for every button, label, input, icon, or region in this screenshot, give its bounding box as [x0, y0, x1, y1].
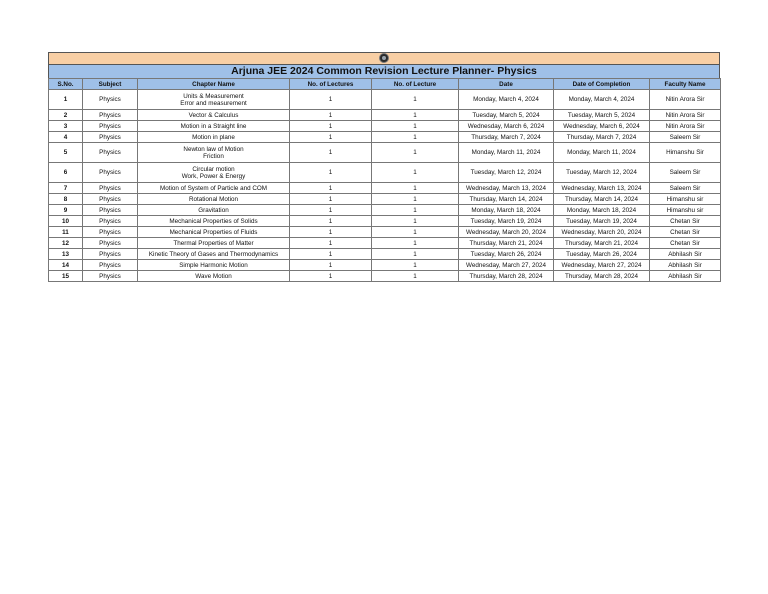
lecture-table [48, 78, 721, 282]
cell-sno: 8 [49, 194, 83, 205]
chapter-line: Work, Power & Energy [181, 172, 246, 180]
cell-date: Wednesday, March 20, 2024 [459, 227, 554, 238]
cell-date: Monday, March 11, 2024 [459, 143, 554, 163]
cell-faculty: Abhilash Sir [650, 260, 721, 271]
cell-lectures: 1 [290, 216, 372, 227]
chapter-line: Mechanical Properties of Fluids [169, 228, 258, 236]
cell-subject: Physics [83, 132, 138, 143]
cell-lectures: 1 [290, 163, 372, 183]
cell-lectures: 1 [290, 90, 372, 110]
cell-chapter [138, 249, 290, 260]
cell-lectures: 1 [290, 205, 372, 216]
table-row [49, 227, 721, 238]
cell-completion: Thursday, March 14, 2024 [554, 194, 650, 205]
cell-completion: Monday, March 18, 2024 [554, 205, 650, 216]
chapter-line: Gravitation [198, 206, 229, 214]
table-row [49, 249, 721, 260]
chapter-line: Motion in a Straight line [180, 122, 247, 130]
chapter-line: Wave Motion [195, 272, 232, 280]
table-row [49, 90, 721, 110]
cell-chapter [138, 132, 290, 143]
cell-sno: 15 [49, 271, 83, 282]
cell-faculty: Nitin Arora Sir [650, 90, 721, 110]
cell-sno: 1 [49, 90, 83, 110]
cell-sno: 6 [49, 163, 83, 183]
col-header-lecture: No. of Lecture [372, 79, 459, 90]
cell-date: Thursday, March 14, 2024 [459, 194, 554, 205]
cell-completion: Monday, March 4, 2024 [554, 90, 650, 110]
cell-lecture: 1 [372, 260, 459, 271]
cell-faculty: Chetan Sir [650, 216, 721, 227]
cell-lecture: 1 [372, 132, 459, 143]
col-header-lectures: No. of Lectures [290, 79, 372, 90]
table-row [49, 205, 721, 216]
cell-completion: Monday, March 11, 2024 [554, 143, 650, 163]
table-row [49, 183, 721, 194]
cell-subject: Physics [83, 205, 138, 216]
cell-completion: Tuesday, March 12, 2024 [554, 163, 650, 183]
table-row [49, 132, 721, 143]
cell-faculty: Himanshu sir [650, 194, 721, 205]
cell-completion: Tuesday, March 26, 2024 [554, 249, 650, 260]
cell-date: Tuesday, March 19, 2024 [459, 216, 554, 227]
cell-chapter [138, 205, 290, 216]
table-row [49, 163, 721, 183]
chapter-line: Thermal Properties of Matter [173, 239, 254, 247]
cell-subject: Physics [83, 121, 138, 132]
cell-sno: 14 [49, 260, 83, 271]
cell-subject: Physics [83, 183, 138, 194]
cell-lecture: 1 [372, 143, 459, 163]
cell-date: Thursday, March 21, 2024 [459, 238, 554, 249]
table-row [49, 216, 721, 227]
cell-sno: 4 [49, 132, 83, 143]
cell-completion: Wednesday, March 6, 2024 [554, 121, 650, 132]
table-row [49, 110, 721, 121]
cell-chapter [138, 227, 290, 238]
header-row [49, 79, 721, 90]
cell-lectures: 1 [290, 132, 372, 143]
table-row [49, 143, 721, 163]
cell-chapter [138, 143, 290, 163]
cell-date: Tuesday, March 5, 2024 [459, 110, 554, 121]
cell-date: Monday, March 18, 2024 [459, 205, 554, 216]
cell-lecture: 1 [372, 216, 459, 227]
cell-faculty: Abhilash Sir [650, 249, 721, 260]
col-header-completion: Date of Completion [554, 79, 650, 90]
cell-lecture: 1 [372, 90, 459, 110]
cell-chapter [138, 121, 290, 132]
cell-chapter [138, 110, 290, 121]
cell-lecture: 1 [372, 227, 459, 238]
cell-sno: 7 [49, 183, 83, 194]
chapter-line: Newton law of Motion [183, 145, 244, 153]
cell-lectures: 1 [290, 238, 372, 249]
col-header-date: Date [459, 79, 554, 90]
cell-sno: 10 [49, 216, 83, 227]
table-row [49, 121, 721, 132]
cell-subject: Physics [83, 143, 138, 163]
cell-faculty: Saleem Sir [650, 183, 721, 194]
cell-completion: Thursday, March 28, 2024 [554, 271, 650, 282]
cell-lecture: 1 [372, 183, 459, 194]
cell-date: Wednesday, March 27, 2024 [459, 260, 554, 271]
cell-sno: 2 [49, 110, 83, 121]
cell-completion: Thursday, March 21, 2024 [554, 238, 650, 249]
col-header-faculty: Faculty Name [650, 79, 721, 90]
cell-lectures: 1 [290, 183, 372, 194]
cell-lectures: 1 [290, 143, 372, 163]
chapter-line: Mechanical Properties of Solids [169, 217, 258, 225]
cell-subject: Physics [83, 110, 138, 121]
cell-lectures: 1 [290, 227, 372, 238]
cell-subject: Physics [83, 260, 138, 271]
chapter-line: Error and measurement [180, 99, 247, 107]
cell-lecture: 1 [372, 110, 459, 121]
cell-lectures: 1 [290, 249, 372, 260]
planner-sheet [48, 52, 720, 282]
cell-lectures: 1 [290, 121, 372, 132]
cell-sno: 9 [49, 205, 83, 216]
cell-lecture: 1 [372, 238, 459, 249]
chapter-line: Circular motion [192, 165, 235, 173]
cell-chapter [138, 183, 290, 194]
cell-subject: Physics [83, 249, 138, 260]
chapter-line: Motion in plane [192, 133, 235, 141]
col-header-subject: Subject [83, 79, 138, 90]
cell-lecture: 1 [372, 271, 459, 282]
cell-date: Thursday, March 28, 2024 [459, 271, 554, 282]
logo-emblem-icon [379, 53, 389, 63]
cell-faculty: Nitin Arora Sir [650, 110, 721, 121]
logo-band [48, 52, 720, 64]
cell-completion: Wednesday, March 13, 2024 [554, 183, 650, 194]
cell-date: Tuesday, March 12, 2024 [459, 163, 554, 183]
cell-faculty: Saleem Sir [650, 132, 721, 143]
cell-completion: Wednesday, March 20, 2024 [554, 227, 650, 238]
cell-completion: Wednesday, March 27, 2024 [554, 260, 650, 271]
cell-sno: 11 [49, 227, 83, 238]
cell-date: Wednesday, March 6, 2024 [459, 121, 554, 132]
table-row [49, 238, 721, 249]
cell-subject: Physics [83, 271, 138, 282]
chapter-line: Kinetic Theory of Gases and Thermodynamics [148, 250, 279, 258]
cell-lecture: 1 [372, 163, 459, 183]
col-header-sno: S.No. [49, 79, 83, 90]
cell-faculty: Abhilash Sir [650, 271, 721, 282]
cell-chapter [138, 271, 290, 282]
table-row [49, 271, 721, 282]
cell-sno: 12 [49, 238, 83, 249]
cell-lectures: 1 [290, 260, 372, 271]
cell-subject: Physics [83, 216, 138, 227]
cell-chapter [138, 194, 290, 205]
chapter-line: Rotational Motion [188, 195, 238, 203]
cell-sno: 3 [49, 121, 83, 132]
cell-subject: Physics [83, 194, 138, 205]
col-header-chapter: Chapter Name [138, 79, 290, 90]
cell-completion: Tuesday, March 5, 2024 [554, 110, 650, 121]
cell-faculty: Himanshu sir [650, 205, 721, 216]
chapter-line: Simple Harmonic Motion [179, 261, 248, 269]
cell-lectures: 1 [290, 271, 372, 282]
cell-date: Wednesday, March 13, 2024 [459, 183, 554, 194]
cell-subject: Physics [83, 227, 138, 238]
cell-lecture: 1 [372, 121, 459, 132]
cell-faculty: Nitin Arora Sir [650, 121, 721, 132]
chapter-line: Vector & Calculus [188, 111, 239, 119]
cell-lectures: 1 [290, 110, 372, 121]
cell-chapter [138, 260, 290, 271]
cell-sno: 5 [49, 143, 83, 163]
cell-subject: Physics [83, 238, 138, 249]
cell-lecture: 1 [372, 249, 459, 260]
cell-subject: Physics [83, 90, 138, 110]
chapter-line: Friction [203, 152, 224, 160]
cell-date: Monday, March 4, 2024 [459, 90, 554, 110]
table-row [49, 260, 721, 271]
cell-chapter [138, 90, 290, 110]
cell-chapter [138, 163, 290, 183]
cell-chapter [138, 216, 290, 227]
cell-subject: Physics [83, 163, 138, 183]
table-row [49, 194, 721, 205]
cell-completion: Tuesday, March 19, 2024 [554, 216, 650, 227]
cell-lecture: 1 [372, 194, 459, 205]
cell-date: Thursday, March 7, 2024 [459, 132, 554, 143]
cell-completion: Thursday, March 7, 2024 [554, 132, 650, 143]
cell-faculty: Himanshu Sir [650, 143, 721, 163]
chapter-line: Motion of System of Particle and COM [159, 184, 268, 192]
cell-faculty: Saleem Sir [650, 163, 721, 183]
cell-date: Tuesday, March 26, 2024 [459, 249, 554, 260]
cell-chapter [138, 238, 290, 249]
cell-faculty: Chetan Sir [650, 227, 721, 238]
cell-faculty: Chetan Sir [650, 238, 721, 249]
cell-lecture: 1 [372, 205, 459, 216]
page-title: Arjuna JEE 2024 Common Revision Lecture Planner- Physics [48, 64, 720, 78]
cell-lectures: 1 [290, 194, 372, 205]
chapter-line: Units & Measurement [183, 92, 244, 100]
cell-sno: 13 [49, 249, 83, 260]
